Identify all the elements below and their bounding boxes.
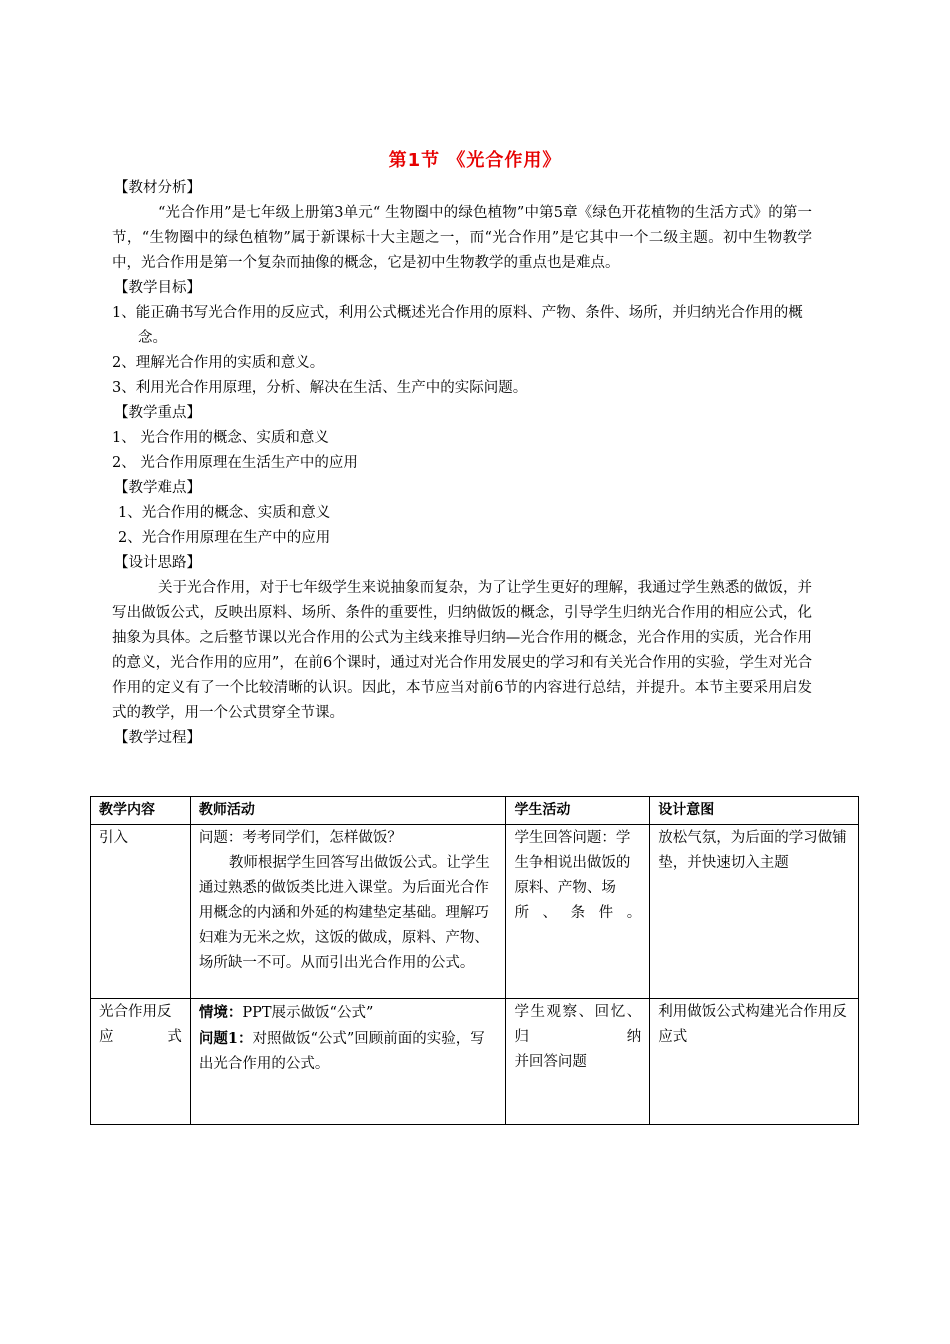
intent-text: 利用做饭公式构建光合作用反应式 [658, 1004, 847, 1045]
scenario-text: PPT展示做饭“公式” [242, 1005, 374, 1021]
process-heading: 【教学过程】 [114, 730, 201, 746]
scenario-label: 情境： [198, 1004, 243, 1021]
design-paragraph: 关于光合作用，对于七年级学生来说抽象而复杂，为了让学生更好的理解，我通过学生熟悉的做饭，并写出做饭公式，反映出原料、场所、条件的重要性，归纳做饭的概念，引导学生归纳光合作用的相应公式，化抽象为具体。之后整节课以光合作用的公式为主线来推导归纳—光合作用的概念，光合作用的实质，光合作用的意义，光合作用的应用”，在前6个课时，通过对光合作用发展史的学习和有关光合作用的实验，学生对光合作用的定义有了一个比较清晰的认识。因此，本节应当对前6节的内容进行总结，并提升。本节主要采用启发式的教学，用一个公式贯穿全节课。 [112, 580, 812, 721]
column-header: 学生活动 [506, 797, 650, 825]
teaching-process-table [90, 796, 859, 1125]
analysis-heading: 【教材分析】 [114, 180, 201, 196]
content-cell [91, 825, 191, 999]
student-cell [506, 999, 650, 1125]
student-cell [506, 825, 650, 999]
question-label: 问题1： [198, 1030, 253, 1047]
goals-heading: 【教学目标】 [114, 280, 201, 296]
student-text: 学生回答问题：学生争相说出做饭的原料、产物、场所、条件。 [514, 830, 642, 921]
teacher-cell [190, 999, 506, 1125]
key-point-item: 2、 光合作用原理在生活生产中的应用 [112, 455, 358, 471]
teacher-cell [190, 825, 506, 999]
difficult-heading: 【教学难点】 [114, 480, 201, 496]
content-text: 光合作用反应式 [99, 1004, 182, 1045]
goal-item: 2、理解光合作用的实质和意义。 [112, 355, 325, 371]
table-row [91, 825, 859, 999]
page-title: 第1节 《光合作用》 [388, 150, 562, 171]
question-text: 对照做饭“公式”回顾前面的实验，写出光合作用的公式。 [198, 1031, 485, 1072]
teacher-description: 教师根据学生回答写出做饭公式。让学生通过熟悉的做饭类比进入课堂。为后面光合作用概念的内涵和外延的构建垫定基础。理解巧妇难为无米之炊，这饭的做成，原料、产物、场所缺一不可。从而引出光合作用的公式。 [198, 855, 490, 971]
table-row [91, 999, 859, 1125]
goal-item: 3、利用光合作用原理，分析、解决在生活、生产中的实际问题。 [112, 380, 528, 396]
key-heading: 【教学重点】 [114, 405, 201, 421]
student-text: 学生观察、回忆、归纳 [514, 1004, 642, 1045]
goal-item: 1、能正确书写光合作用的反应式，利用公式概述光合作用的原料、产物、条件、场所，并归纳光合作用的概念。 [112, 305, 803, 346]
column-header: 设计意图 [650, 797, 859, 825]
intent-cell [650, 999, 859, 1125]
key-point-item: 1、 光合作用的概念、实质和意义 [112, 430, 329, 446]
design-heading: 【设计思路】 [114, 555, 201, 571]
document-body [112, 176, 812, 751]
column-header: 教学内容 [91, 797, 191, 825]
intent-text: 放松气氛，为后面的学习做铺垫，并快速切入主题 [658, 830, 847, 871]
intent-cell [650, 825, 859, 999]
table-header-row [91, 797, 859, 825]
teacher-scenario [199, 1000, 498, 1026]
difficult-point-item: 2、光合作用原理在生产中的应用 [118, 530, 331, 546]
column-header: 教师活动 [190, 797, 506, 825]
teacher-question [199, 1026, 498, 1077]
analysis-paragraph: “光合作用”是七年级上册第3单元“ 生物圈中的绿色植物”中第5章《绿色开花植物的生活方式》的第一节，“生物圈中的绿色植物”属于新课标十大主题之一，而“光合作用”是它其中一个二级主题。初中生物教学中，光合作用是第一个复杂而抽像的概念，它是初中生物教学的重点也是难点。 [112, 205, 812, 271]
content-cell [91, 999, 191, 1125]
teacher-question: 问题：考考同学们，怎样做饭？ [198, 830, 402, 846]
student-text: 并回答问题 [514, 1054, 587, 1070]
difficult-point-item: 1、光合作用的概念、实质和意义 [118, 505, 331, 521]
content-text: 引入 [99, 830, 128, 846]
